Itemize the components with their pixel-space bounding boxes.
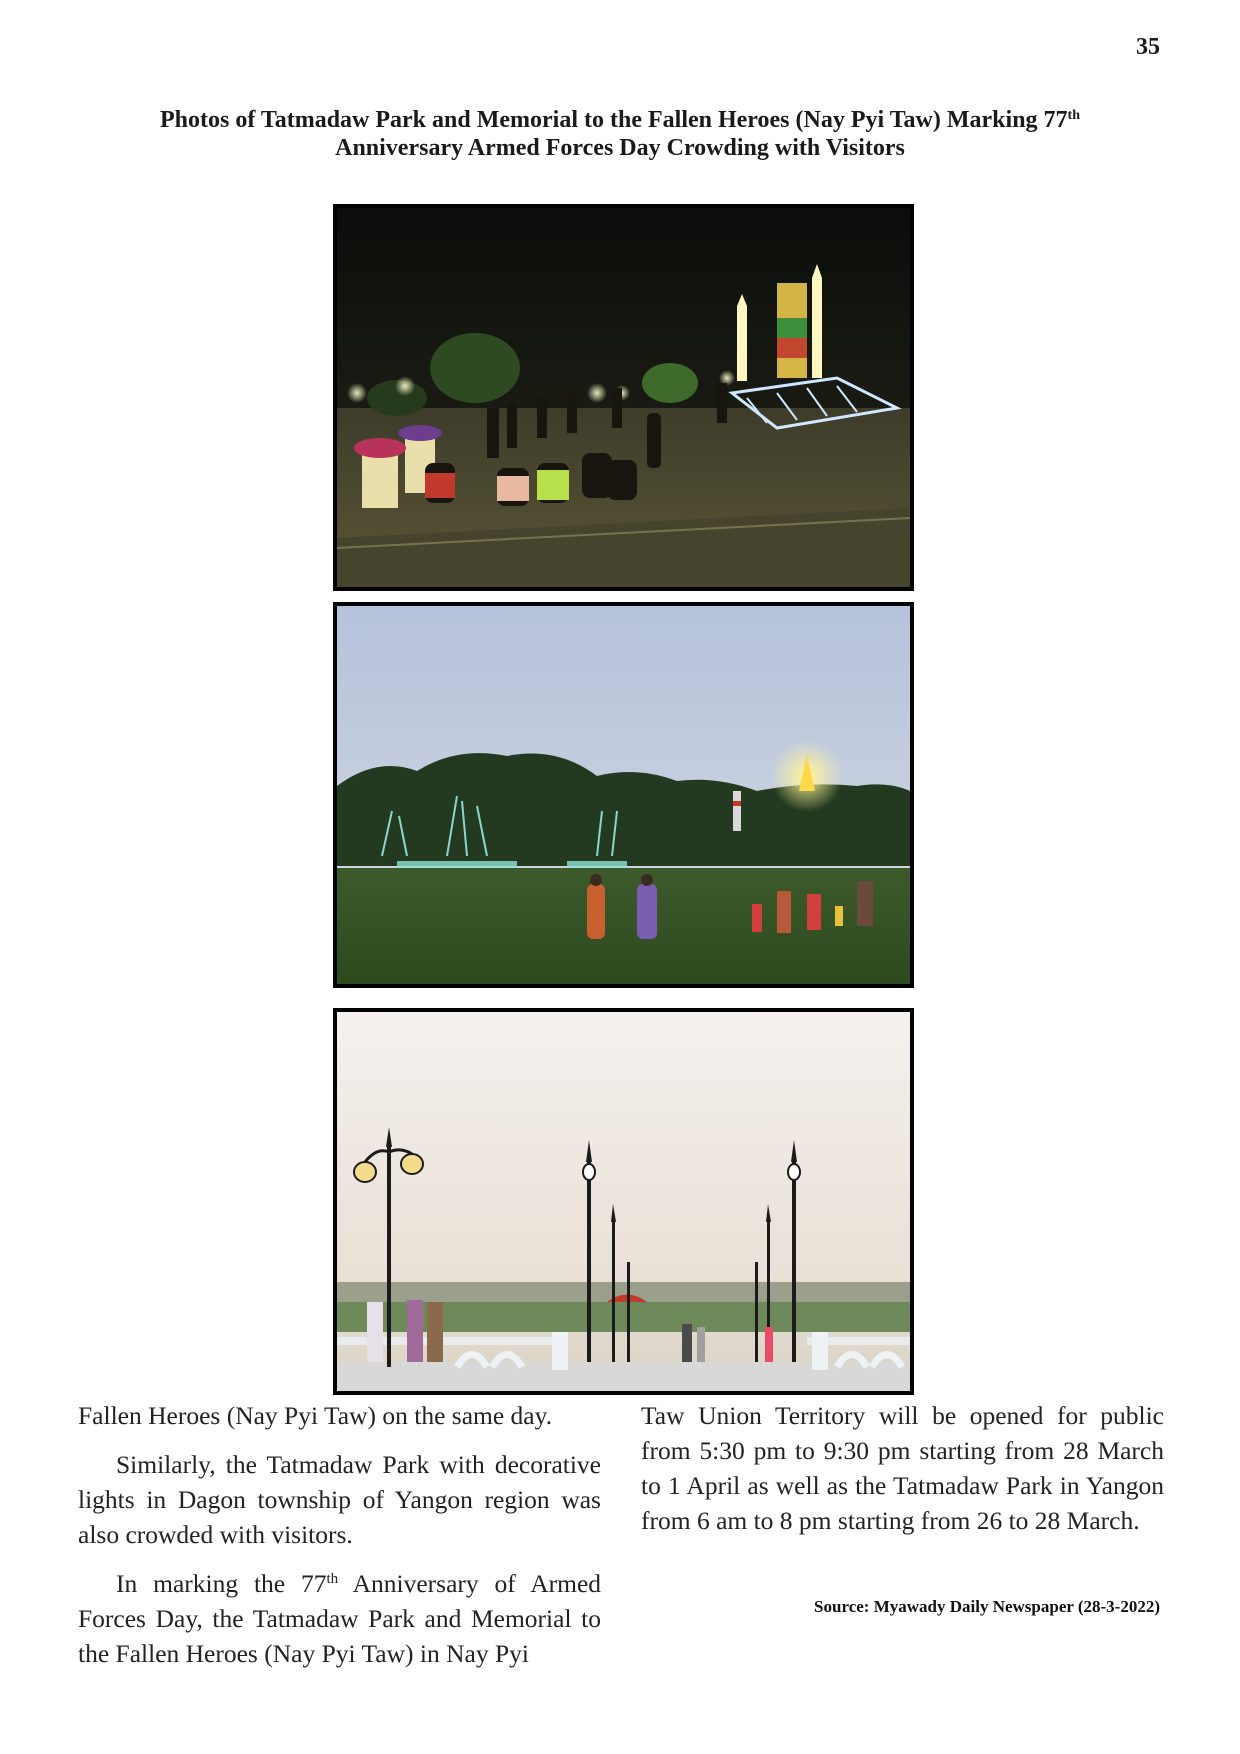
right-paragraph-1: Taw Union Territory will be opened for public from 5:30 pm to 9:30 pm starting from 28 March to 1 April as well as the Tatmadaw Park in Yangon from 6 am to 8 pm starting from 26 to 28 March.: [641, 1401, 1164, 1535]
left-paragraph-3: [78, 1566, 601, 1671]
page-number: 35: [1136, 34, 1160, 60]
paragraph-3-superscript: th: [326, 1571, 339, 1587]
title-line-2: Anniversary Armed Forces Day Crowding with Visitors: [335, 135, 905, 161]
dusk-lawn-photo: [333, 602, 914, 988]
left-column: [78, 1398, 601, 1685]
paragraph-3-start: In marking the 77: [116, 1569, 327, 1598]
page-title: [80, 106, 1160, 162]
night-park-photo: [333, 204, 914, 591]
paragraph-3-end: Anniversary of Armed Forces Day, the Tatmadaw Park and Memorial to the Fallen Heroes (Nay Pyi Taw) in Nay Pyi: [78, 1569, 602, 1668]
lamp-terrace-image: [337, 1012, 910, 1391]
title-superscript: th: [1067, 108, 1080, 123]
night-park-image: [337, 208, 910, 587]
source-credit: Source: Myawady Daily Newspaper (28-3-2022): [814, 1597, 1160, 1616]
left-paragraph-1: Fallen Heroes (Nay Pyi Taw) on the same day.: [78, 1401, 553, 1430]
lamp-terrace-photo: [333, 1008, 914, 1395]
right-column: [641, 1398, 1164, 1552]
left-paragraph-2: Similarly, the Tatmadaw Park with decorative lights in Dagon township of Yangon region was also crowded with visitors.: [78, 1450, 601, 1549]
title-line-1: Photos of Tatmadaw Park and Memorial to the Fallen Heroes (Nay Pyi Taw) Marking 77: [160, 107, 1068, 133]
dusk-lawn-image: [337, 606, 910, 984]
